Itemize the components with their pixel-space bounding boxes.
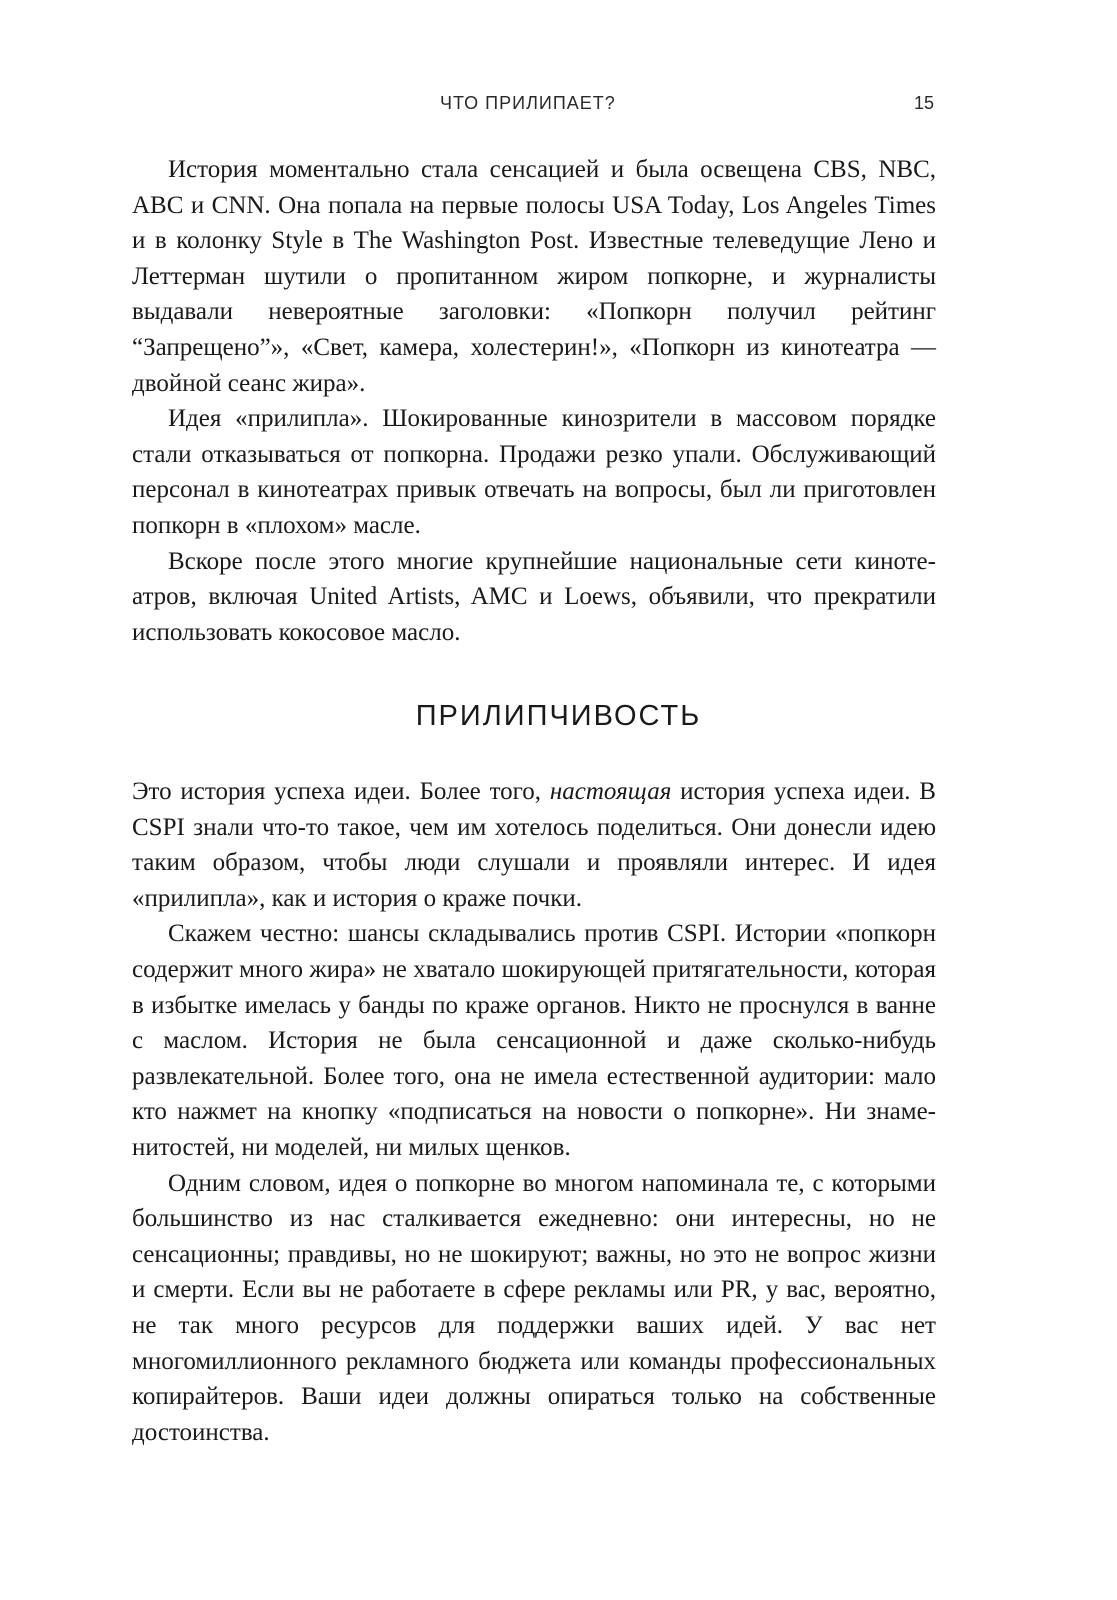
body-text-section-2	[132, 774, 936, 1450]
paragraph: История моментально стала сенсацией и была освещена CBS, NBC, ABC и CNN. Она попала на первые полосы USA Today, Los Angeles Times и в колонку Style в The Washington Post. Известные телеведущие Лено и Леттерман шутили о пропитанном жиром попкорне, и журналисты выдавали невероятные заголовки: «Попкорн получил рейтинг “Запрещено”», «Свет, камера, холестерин!», «Попкорн из кинотеатра — двойной сеанс жира».	[132, 156, 936, 397]
section-heading: ПРИЛИПЧИВОСТЬ	[415, 700, 702, 732]
page-number: 15	[914, 93, 935, 113]
paragraph-text: история успеха идеи. В CSPI знали что-то такое, чем им хотелось поделиться. Они донесли идею таким образом, чтобы люди слушали и проявляли интерес. И идея «прилипла», как и история о краже почки.	[132, 778, 936, 912]
paragraph: Одним словом, идея о попкорне во многом напоминала те, с которыми большинство из нас сталкивается ежедневно: они интересны, но не сенсационны; правдивы, но не шокируют; важны, но это не вопрос жизни и смерти. Если вы не работаете в сфере рекламы или PR, у вас, вероятно, не так много ресурсов для поддержки ваших идей. У вас нет многомиллионного рекламного бюджета или команды профессиональных копирайтеров. Ваши идеи должны опираться только на собственные достоинства.	[132, 1169, 936, 1446]
paragraph-text: Это история успеха идеи. Более того,	[132, 778, 550, 805]
paragraph: Идея «прилипла». Шокированные кинозрители в массовом порядке стали отказываться от попкорна. Продажи резко упали. Обслуживающий персонал в кинотеатрах привык отвечать на вопросы, был ли приготовлен попкорн в «плохом» масле.	[132, 405, 936, 539]
running-head-title: ЧТО ПРИЛИПАЕТ?	[440, 93, 616, 113]
paragraph: Вскоре после этого многие крупнейшие национальные сети кинотеатров, включая United Artists, AMC и Loews, объявили, что прекратили использовать кокосовое масло.	[132, 547, 936, 646]
paragraph: Скажем честно: шансы складывались против CSPI. Истории «попкорн содержит много жира» не хватало шокирующей притягательности, которая в избытке имелась у банды по краже органов. Никто не проснулся в ванне с маслом. История не была сенсационной и даже сколько-нибудь развлекательной. Более того, она не имела естественной аудитории: мало кто нажмет на кнопку «подписаться на новости о попкорне». Ни знаменитостей, ни моделей, ни милых щенков.	[132, 920, 936, 1161]
emphasis-text: настоящая	[549, 778, 672, 805]
body-text-section-1	[132, 152, 936, 650]
paragraph	[132, 774, 936, 916]
